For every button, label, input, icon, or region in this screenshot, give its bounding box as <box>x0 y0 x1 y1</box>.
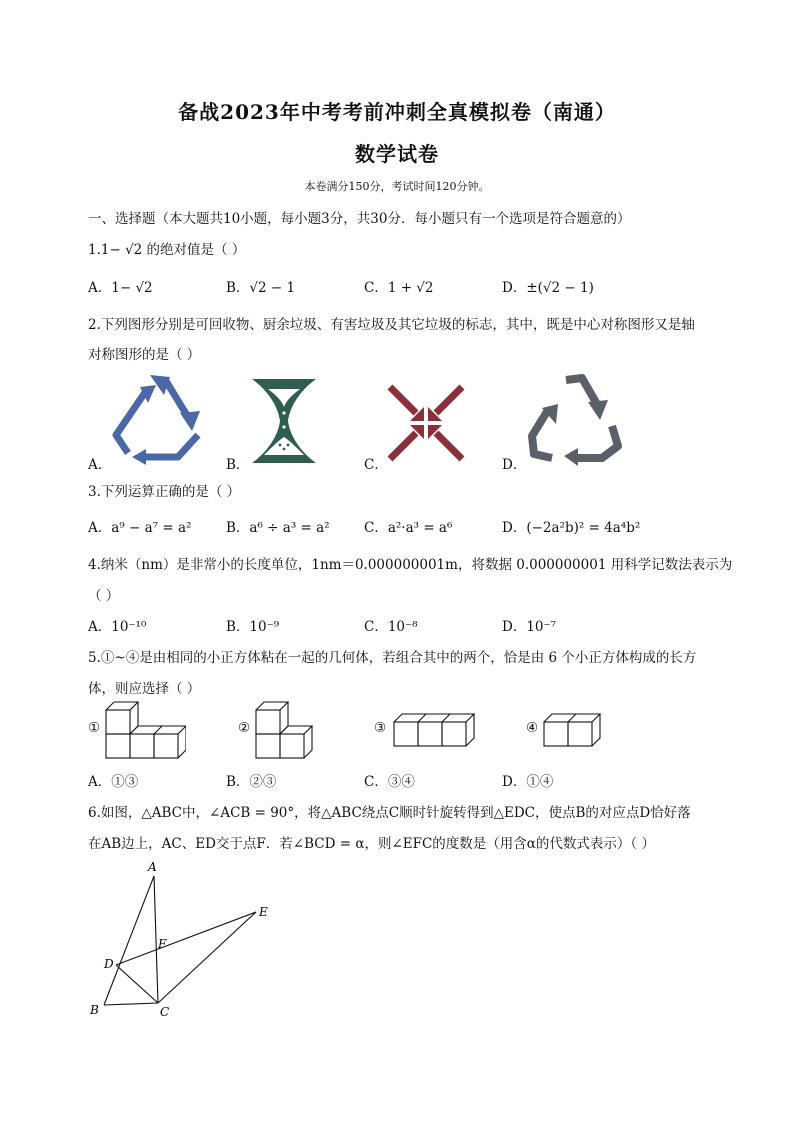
q2-option-a: A． <box>88 457 112 473</box>
q5-option-b: B．②③ <box>226 774 277 790</box>
point-d-label: D <box>104 957 114 971</box>
q3-option-b: B．a⁶ ÷ a³ = a² <box>226 520 330 536</box>
question-6-stem-line1: 6.如图，△ABC中，∠ACB = 90°，将△ABC绕点C顺时针旋转得到△EDC，使点B的对应点D恰好落 <box>88 805 691 821</box>
question-5-stem-line1: 5.①~④是由相同的小正方体粘在一起的几何体，若组合其中的两个，恰是由 6 个小正方体构成的长方 <box>88 650 697 666</box>
q5-option-a: A．①③ <box>88 774 139 790</box>
cube-figure-3 <box>392 712 476 752</box>
point-b-label: B <box>90 1003 99 1017</box>
geometry-figure <box>84 860 284 1020</box>
q4-option-a: A．10⁻¹⁰ <box>88 619 147 635</box>
question-1-stem: 1.1− √2 的绝对值是（ ） <box>88 242 246 258</box>
exam-note: 本卷满分150分，考试时间120分钟。 <box>304 180 490 193</box>
question-6-stem-line2: 在AB边上，AC、ED交于点F．若∠BCD = α，则∠EFC的度数是（用含α的代数式表示）（ ） <box>88 836 655 852</box>
recycle-icon-d <box>526 370 622 466</box>
q2-option-c: C． <box>364 457 388 473</box>
cube-figure-2 <box>254 700 314 762</box>
question-2-stem-line2: 对称图形的是（ ） <box>88 347 201 363</box>
q4-option-d: D．10⁻⁷ <box>502 619 557 635</box>
q1-option-b: B．√2 − 1 <box>226 280 296 296</box>
cube-figure-1 <box>104 700 186 762</box>
segment-ab <box>104 876 154 1005</box>
page-subtitle: 数学试卷 <box>355 142 439 166</box>
q1-option-d: D．±(√2 − 1) <box>502 280 594 296</box>
question-2-stem-line1: 2.下列图形分别是可回收物、厨余垃圾、有害垃圾及其它垃圾的标志，其中，既是中心对称图形又是轴 <box>88 317 695 333</box>
q3-option-d: D．(−2a²b)² = 4a⁴b² <box>502 520 641 536</box>
point-a-label: A <box>148 860 157 874</box>
question-4-stem-line2: （ ） <box>88 588 120 604</box>
hourglass-icon-b <box>250 377 318 465</box>
point-c-label: C <box>160 1005 170 1019</box>
q4-option-b: B．10⁻⁹ <box>226 619 280 635</box>
cube-figure-3-label: ③ <box>374 720 387 736</box>
segment-dc <box>116 965 158 1003</box>
segment-bc <box>104 1003 158 1005</box>
q5-option-c: C．③④ <box>364 774 415 790</box>
q1-option-c: C．1 + √2 <box>364 280 434 296</box>
cube-figure-2-label: ② <box>238 720 251 736</box>
point-f-label: F <box>158 937 167 951</box>
inward-arrows-icon-c <box>386 383 466 463</box>
question-5-stem-line2: 体，则应选择（ ） <box>88 681 201 697</box>
recycle-icon-a <box>108 373 212 465</box>
q3-option-a: A．a⁹ − a⁷ = a² <box>88 520 192 536</box>
q2-option-b: B． <box>226 457 250 473</box>
question-3-stem: 3.下列运算正确的是（ ） <box>88 484 241 500</box>
segment-ec <box>158 912 256 1003</box>
q2-option-d: D． <box>502 457 527 473</box>
q3-option-c: C．a²·a³ = a⁶ <box>364 520 453 536</box>
section-heading: 一、选择题（本大题共10小题，每小题3分，共30分．每小题只有一个选项是符合题意的） <box>88 211 631 227</box>
q1-option-a: A．1− √2 <box>88 280 153 296</box>
q4-option-c: C．10⁻⁸ <box>364 619 418 635</box>
page-title: 备战2023年中考考前冲刺全真模拟卷（南通） <box>178 100 616 124</box>
q5-option-d: D．①④ <box>502 774 554 790</box>
point-e-label: E <box>259 905 268 919</box>
question-4-stem-line1: 4.纳米（nm）是非常小的长度单位，1nm＝0.000000001m，将数据 0.000000001 用科学记数法表示为 <box>88 557 733 573</box>
cube-figure-1-label: ① <box>88 720 101 736</box>
cube-figure-4 <box>542 712 604 752</box>
cube-figure-4-label: ④ <box>526 720 539 736</box>
